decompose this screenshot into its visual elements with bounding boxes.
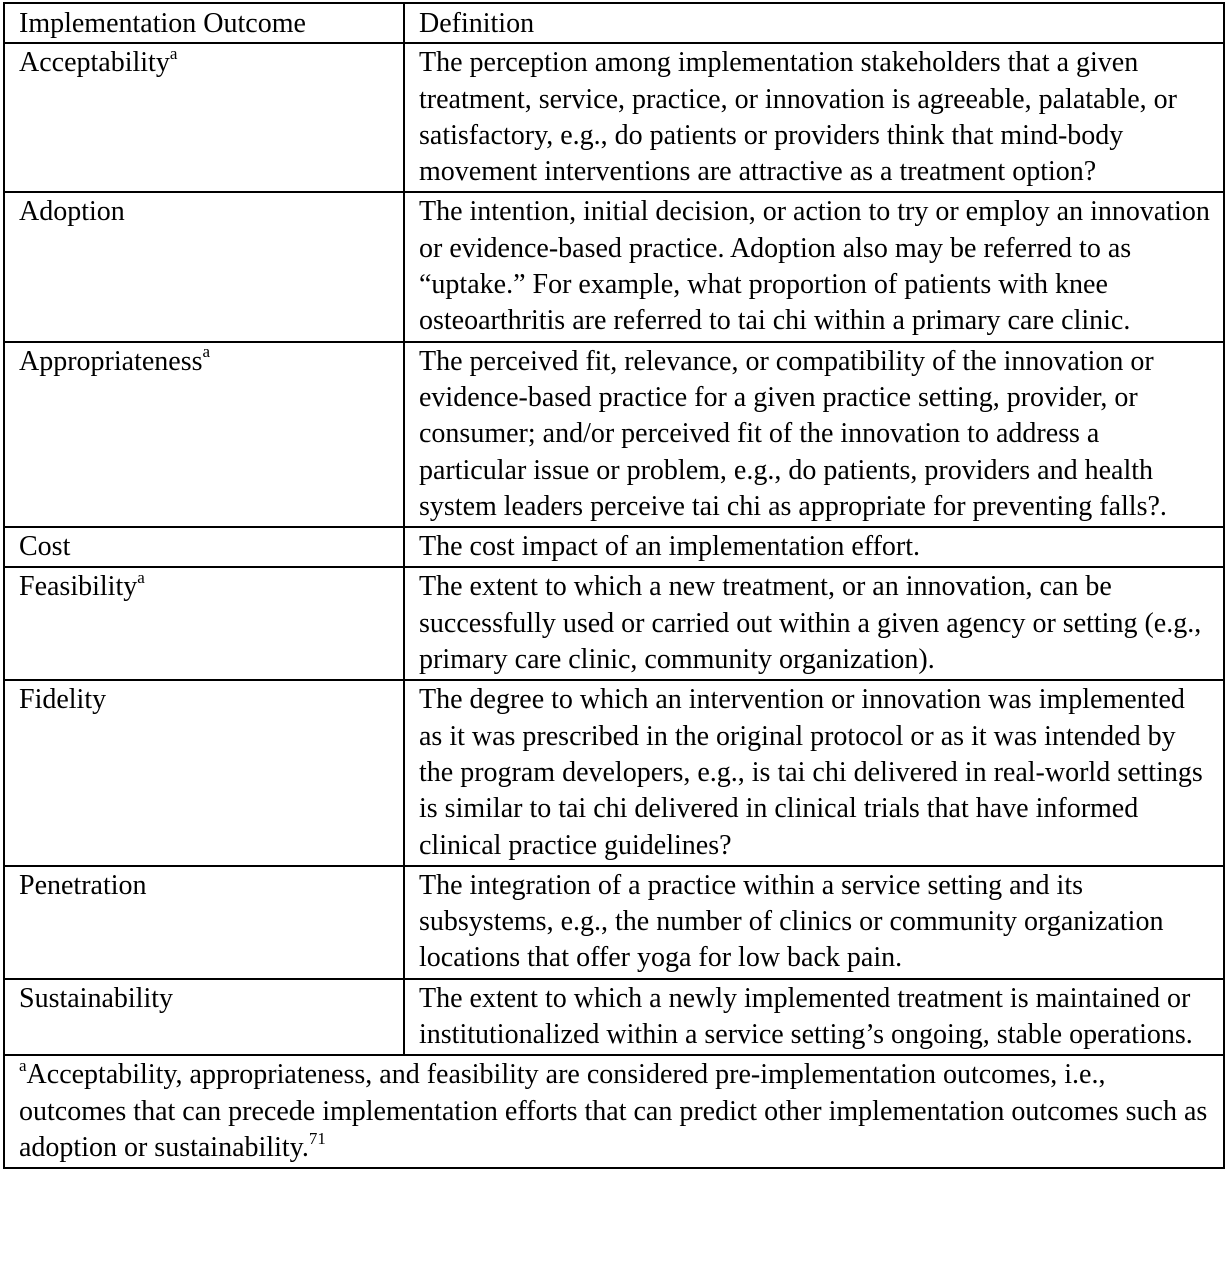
table-header-row <box>4 3 1224 43</box>
table-row <box>4 527 1224 567</box>
implementation-outcomes-table <box>3 2 1225 1169</box>
table-row <box>4 680 1224 865</box>
outcome-cell <box>4 567 404 680</box>
definition-cell: The cost impact of an implementation effort. <box>404 527 1224 567</box>
table-row <box>4 979 1224 1056</box>
outcome-name: Penetration <box>19 869 147 901</box>
reference-number: 71 <box>308 1128 326 1148</box>
table-row <box>4 43 1224 192</box>
footnote-marker: a <box>169 43 178 63</box>
definition-cell: The perceived fit, relevance, or compatibility of the innovation or evidence-based practice for a given practice setting, provider, or consumer; and/or perceived fit of the innovation to address a particular issue or problem, e.g., do patients, providers and health system leaders perceive tai chi as appropriate for preventing falls?. <box>404 342 1224 527</box>
definition-cell: The extent to which a newly implemented treatment is maintained or institutionalized within a service setting’s ongoing, stable operations. <box>404 979 1224 1056</box>
definition-cell: The integration of a practice within a service setting and its subsystems, e.g., the number of clinics or community organization locations that offer yoga for low back pain. <box>404 866 1224 979</box>
definition-cell: The intention, initial decision, or action to try or employ an innovation or evidence-based practice. Adoption also may be referred to as “uptake.” For example, what proportion of patients with knee osteoarthritis are referred to tai chi within a primary care clinic. <box>404 192 1224 341</box>
definition-cell: The perception among implementation stakeholders that a given treatment, service, practice, or innovation is agreeable, palatable, or satisfactory, e.g., do patients or providers think that mind-body movement interventions are attractive as a treatment option? <box>404 43 1224 192</box>
outcome-name: Sustainability <box>19 982 173 1014</box>
footnote-text: Acceptability, appropriateness, and feasibility are considered pre-implementation outcomes, i.e., outcomes that can precede implementation efforts that can predict other implementation outcomes such as adoption or sustainability. <box>19 1059 1208 1163</box>
footnote-marker: a <box>137 568 145 588</box>
outcome-cell <box>4 866 404 979</box>
definition-cell: The extent to which a new treatment, or an innovation, can be successfully used or carried out within a given agency or setting (e.g., primary care clinic, community organization). <box>404 567 1224 680</box>
outcome-name: Cost <box>19 531 71 563</box>
outcome-name: Adoption <box>19 196 125 228</box>
definition-cell: The degree to which an intervention or innovation was implemented as it was prescribed in the original protocol or as it was intended by the program developers, e.g., is tai chi delivered in real-world settings is similar to tai chi delivered in clinical trials that have informed clinical practice guidelines? <box>404 680 1224 865</box>
footnote-marker: a <box>202 342 211 362</box>
table-row <box>4 342 1224 527</box>
outcome-cell <box>4 43 404 192</box>
outcome-name: Fidelity <box>19 684 107 716</box>
table-row <box>4 866 1224 979</box>
outcome-cell <box>4 192 404 341</box>
header-implementation-outcome: Implementation Outcome <box>4 3 404 43</box>
outcome-cell <box>4 527 404 567</box>
outcome-cell <box>4 342 404 527</box>
footnote-marker: a <box>19 1055 27 1075</box>
table-row <box>4 567 1224 680</box>
outcome-cell <box>4 680 404 865</box>
outcome-cell <box>4 979 404 1056</box>
header-definition: Definition <box>404 3 1224 43</box>
table-row <box>4 192 1224 341</box>
outcome-name: Feasibility <box>19 571 138 603</box>
outcome-name: Appropriateness <box>19 345 203 377</box>
outcome-name: Acceptability <box>19 47 170 79</box>
table-footnote <box>4 1055 1224 1168</box>
table-footnote-row <box>4 1055 1224 1168</box>
